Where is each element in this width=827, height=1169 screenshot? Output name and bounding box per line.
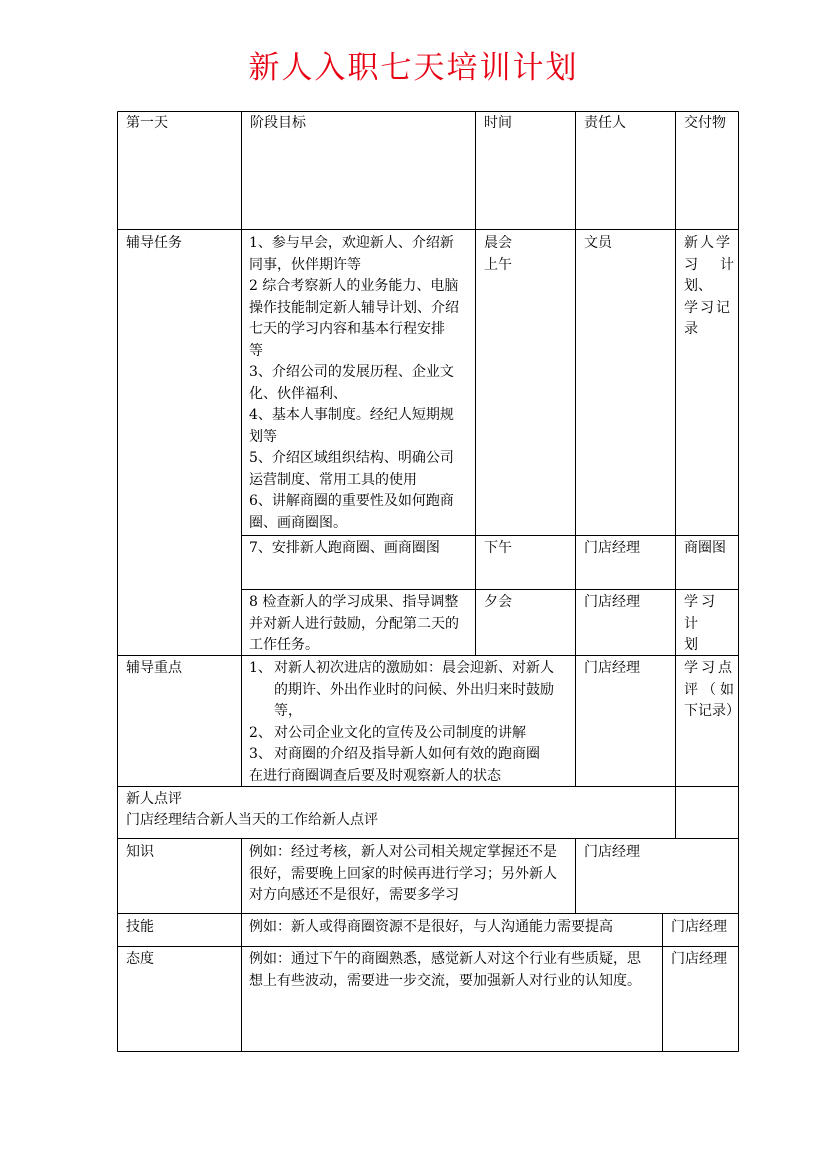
skill-label: 技能: [126, 919, 154, 935]
key-point-number: 1、: [249, 660, 272, 676]
deliverable-line: 划: [684, 637, 698, 653]
header-day: 第一天: [126, 115, 168, 131]
task-8-owner: 门店经理: [584, 594, 640, 610]
review-label: 新人点评: [126, 791, 182, 807]
key-point-line: 对公司企业文化的宣传及公司制度的讲解: [274, 724, 526, 741]
knowledge-line: 对方向感还不是很好，需要多学习: [249, 887, 459, 903]
task-line: 6、讲解商圈的重要性及如何跑商: [249, 493, 454, 509]
key-point-item: [249, 744, 571, 766]
task-7-deliverable: 商圈图: [684, 540, 726, 556]
key-point-tail: 在进行商圈调查后要及时观察新人的状态: [249, 767, 501, 784]
deliverable-line: 评（如: [684, 681, 738, 698]
deliverable-line: 学习记: [684, 299, 732, 316]
key-point-line: 对新人初次进店的激励如：晨会迎新、对新人: [274, 660, 554, 676]
tutoring-tasks-content: [249, 233, 471, 534]
task-line: 七天的学习内容和基本行程安排: [249, 321, 445, 337]
key-point-number: 3、: [249, 746, 272, 762]
task-8-deliverable: [684, 592, 734, 657]
task-8-text: [249, 592, 471, 657]
task-line: 化、伙伴福利、: [249, 385, 347, 402]
knowledge-text: [249, 842, 571, 907]
attitude-label: 态度: [126, 951, 154, 967]
tutoring-tasks-owner: 文员: [584, 235, 612, 251]
tutoring-tasks-deliverable: [684, 233, 734, 341]
time-line: 晨会: [484, 235, 512, 251]
task-line: 运营制度、常用工具的使用: [249, 471, 417, 488]
task-line: 2 综合考察新人的业务能力、电脑: [249, 278, 459, 294]
key-points-label: 辅导重点: [126, 660, 182, 676]
attitude-text: [249, 949, 659, 992]
task-line: 同事，伙伴期许等: [249, 256, 361, 273]
task-line: 4、基本人事制度。经纪人短期规: [249, 407, 454, 423]
deliverable-line: 习计划、: [684, 256, 734, 294]
header-owner: 责任人: [584, 115, 626, 131]
key-point-line: 对商圈的介绍及指导新人如何有效的跑商圈: [274, 746, 540, 762]
task-7-owner: 门店经理: [584, 540, 640, 556]
task-7-text: 7、安排新人跑商圈、画商圈图: [249, 540, 440, 556]
key-point-line: 的期许、外出作业时的问候、外出归来时鼓励: [274, 681, 554, 698]
task-line: 并对新人进行鼓励，分配第二天的: [249, 615, 459, 632]
attitude-line: 想上有些波动，需要进一步交流，要加强新人对行业的认知度。: [249, 972, 641, 989]
knowledge-label: 知识: [126, 844, 154, 860]
knowledge-line: 很好，需要晚上回家的时候再进行学习；另外新人: [249, 865, 557, 882]
deliverable-line: 学习计: [684, 594, 718, 632]
deliverable-line: 新人学: [684, 235, 732, 251]
attitude-line: 例如：通过下午的商圈熟悉，感觉新人对这个行业有些质疑，思: [249, 951, 641, 967]
key-point-item: [249, 658, 571, 723]
task-8-time: 夕会: [484, 594, 512, 610]
knowledge-owner: 门店经理: [584, 844, 640, 860]
task-line: 等: [249, 342, 263, 359]
deliverable-line: 学习点: [684, 660, 735, 676]
key-points-list: [249, 658, 571, 787]
key-points-owner: 门店经理: [584, 660, 640, 676]
task-line: 圈、画商圈图。: [249, 514, 347, 531]
knowledge-line: 例如：经过考核，新人对公司相关规定掌握还不是: [249, 844, 557, 860]
task-line: 操作技能制定新人辅导计划、介绍: [249, 299, 459, 316]
task-7-time: 下午: [484, 540, 512, 556]
task-line: 划等: [249, 428, 277, 445]
task-line: 工作任务。: [249, 637, 319, 653]
document-title: 新人入职七天培训计划: [248, 50, 579, 86]
key-point-number: 2、: [249, 724, 272, 741]
header-time: 时间: [484, 115, 512, 131]
header-deliverable: 交付物: [684, 115, 726, 131]
tutoring-tasks-label: 辅导任务: [126, 235, 182, 251]
task-line: 3、介绍公司的发展历程、企业文: [249, 364, 454, 380]
attitude-owner: 门店经理: [671, 951, 727, 967]
skill-owner: 门店经理: [671, 919, 727, 935]
tutoring-tasks-time: [484, 233, 512, 276]
task-line: 8 检查新人的学习成果、指导调整: [249, 594, 459, 610]
task-line: 5、介绍区域组织结构、明确公司: [249, 450, 454, 466]
review-text: 门店经理结合新人当天的工作给新人点评: [126, 812, 378, 828]
time-line: 上午: [484, 256, 512, 273]
header-goal: 阶段目标: [250, 115, 306, 131]
key-points-deliverable: [684, 658, 738, 723]
deliverable-line: 下记录）: [684, 703, 740, 719]
key-point-item: [249, 723, 571, 745]
deliverable-line: 录: [684, 321, 698, 337]
skill-text: 例如：新人或得商圈资源不是很好，与人沟通能力需要提高: [249, 919, 613, 935]
key-point-line: 等，: [274, 703, 302, 719]
task-line: 1、参与早会，欢迎新人、介绍新: [249, 235, 454, 251]
